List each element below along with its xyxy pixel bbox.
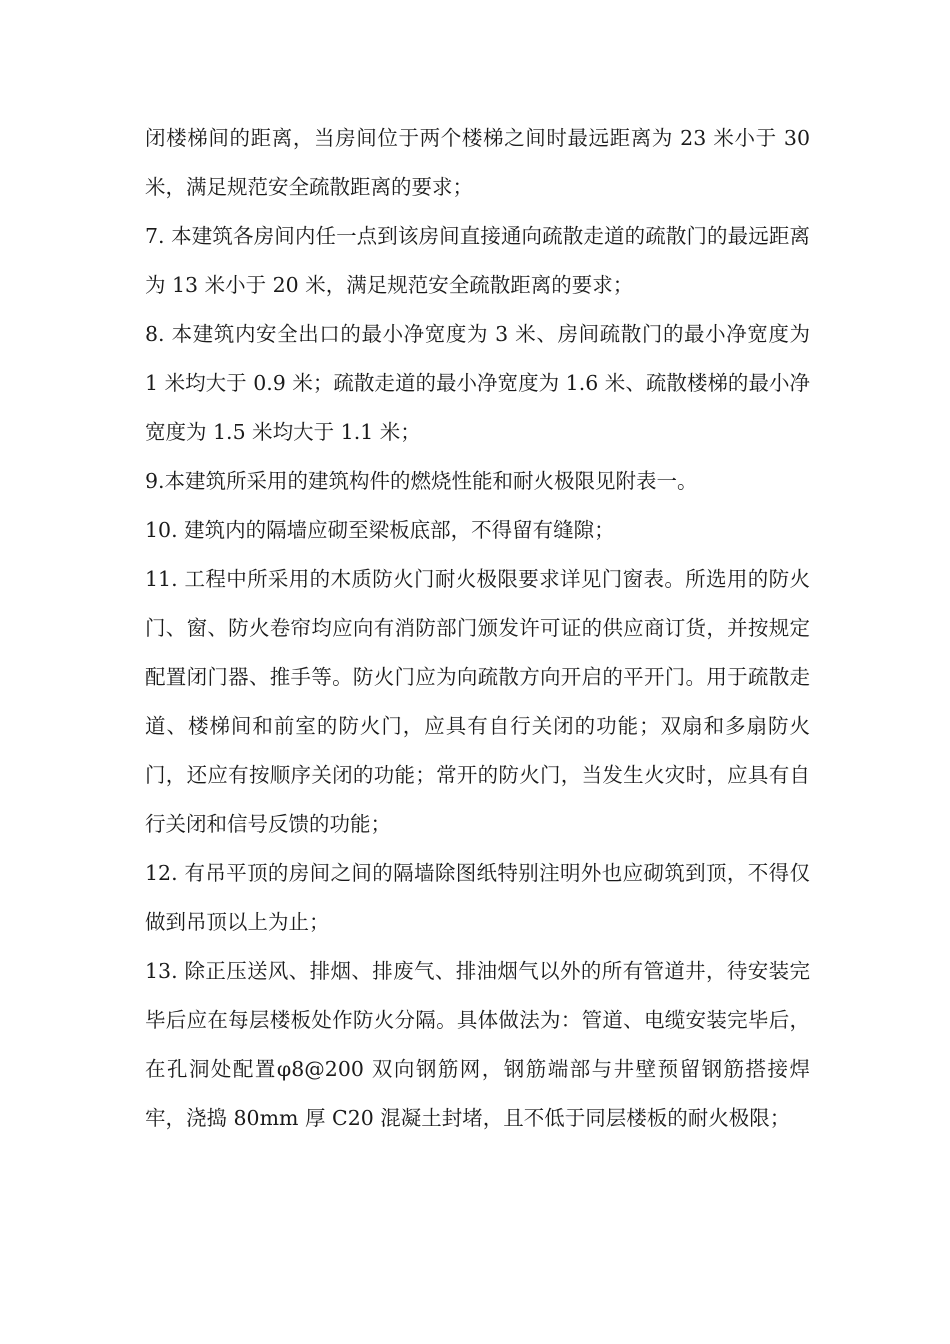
paragraph-10-partition-wall: 10. 建筑内的隔墙应砌至梁板底部，不得留有缝隙； xyxy=(145,518,615,542)
paragraph-9-fire-rating: 9.本建筑所采用的建筑构件的燃烧性能和耐火极限见附表一。 xyxy=(145,469,698,493)
paragraph-13-pipe-shaft: 13. 除正压送风、排烟、排废气、排油烟气以外的所有管道井，待安装完毕后应在每层楼板处作防火分隔。具体做法为：管道、电缆安装完毕后，在孔洞处配置φ8@200 双向钢筋网，钢筋端部与井壁预留钢筋搭接焊牢，浇捣 80mm 厚 C20 混凝土封堵，且不低于同层楼板的耐火极限； xyxy=(145,959,810,1130)
paragraph-8-exit-width: 8. 本建筑内安全出口的最小净宽度为 3 米、房间疏散门的最小净宽度为 1 米均大于 0.9 米；疏散走道的最小净宽度为 1.6 米、疏散楼梯的最小净宽度为 1.5 米均大于 1.1 米； xyxy=(145,322,810,444)
document-body xyxy=(145,114,810,1143)
paragraph-stair-distance: 闭楼梯间的距离，当房间位于两个楼梯之间时最远距离为 23 米小于 30 米，满足规范安全疏散距离的要求； xyxy=(145,126,810,199)
paragraph-11-fire-doors: 11. 工程中所采用的木质防火门耐火极限要求详见门窗表。所选用的防火门、窗、防火卷帘均应向有消防部门颁发许可证的供应商订货，并按规定配置闭门器、推手等。防火门应为向疏散方向开启的平开门。用于疏散走道、楼梯间和前室的防火门，应具有自行关闭的功能；双扇和多扇防火门，还应有按顺序关闭的功能；常开的防火门，当发生火灾时，应具有自行关闭和信号反馈的功能； xyxy=(145,567,810,836)
paragraph-7-room-distance: 7. 本建筑各房间内任一点到该房间直接通向疏散走道的疏散门的最远距离为 13 米小于 20 米，满足规范安全疏散距离的要求； xyxy=(145,224,810,297)
paragraph-12-ceiling-wall: 12. 有吊平顶的房间之间的隔墙除图纸特别注明外也应砌筑到顶，不得仅做到吊顶以上为止； xyxy=(145,861,810,934)
